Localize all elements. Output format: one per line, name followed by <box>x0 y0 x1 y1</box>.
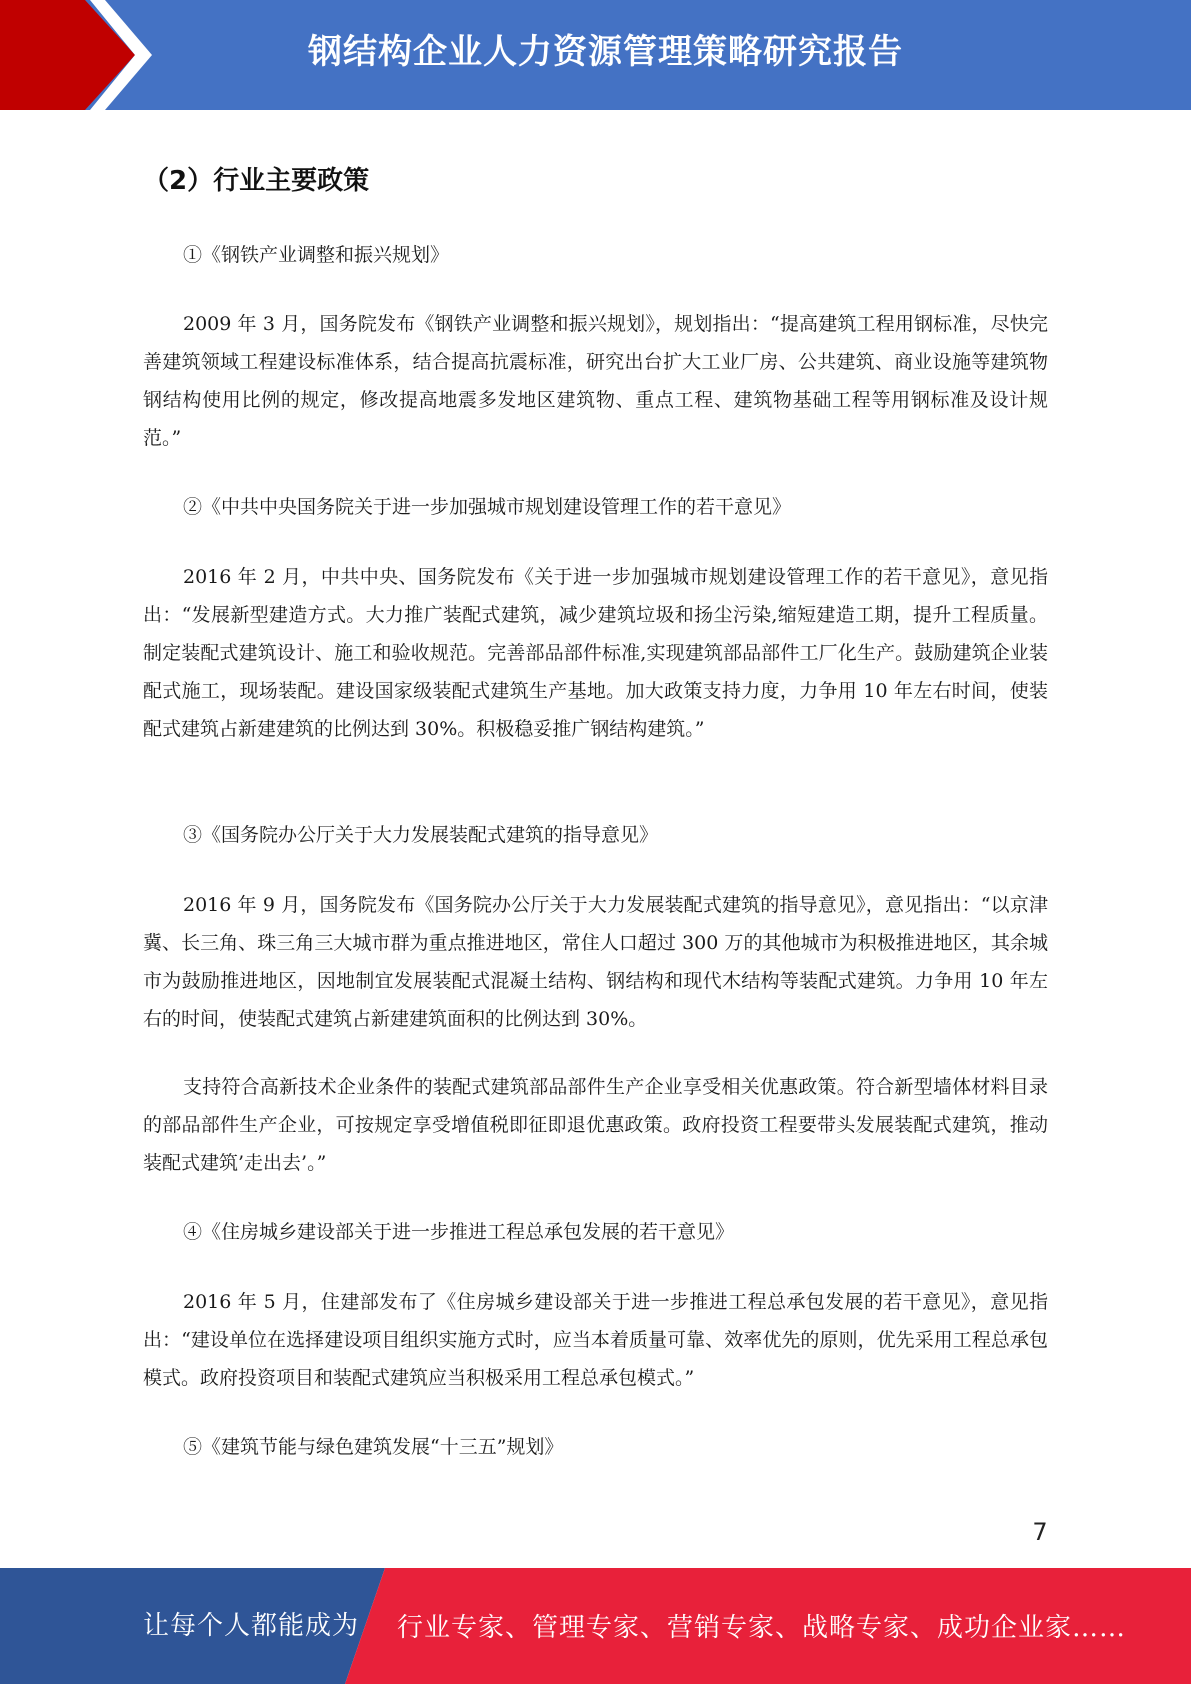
policy-item-title: ①《钢铁产业调整和振兴规划》 <box>183 244 450 266</box>
policy-item-title: ②《中共中央国务院关于进一步加强城市规划建设管理工作的若干意见》 <box>183 496 792 518</box>
policy-paragraph: 支持符合高新技术企业条件的装配式建筑部品部件生产企业享受相关优惠政策。符合新型墙体材料目录的部品部件生产企业，可按规定享受增值税即征即退优惠政策。政府投资工程要带头发展装配式建筑，推动装配式建筑’走出去’。” <box>143 1076 1048 1174</box>
policy-item-title: ⑤《建筑节能与绿色建筑发展“十三五”规划》 <box>183 1436 564 1458</box>
page-footer <box>0 1568 1191 1684</box>
section-heading: （2）行业主要政策 <box>143 166 370 196</box>
policy-paragraph: 2016 年 9 月，国务院发布《国务院办公厅关于大力发展装配式建筑的指导意见》，意见指出：“以京津冀、长三角、珠三角三大城市群为重点推进地区，常住人口超过 300 万的其他城市为积极推进地区，其余城市为鼓励推进地区，因地制宜发展装配式混凝土结构、钢结构和现代木结构等装配式建筑。力争用 10 年左右的时间，使装配式建筑占新建建筑面积的比例达到 30%。 <box>143 894 1048 1030</box>
policy-paragraph: 2009 年 3 月，国务院发布《钢铁产业调整和振兴规划》，规划指出：“提高建筑工程用钢标准，尽快完善建筑领域工程建设标准体系，结合提高抗震标准，研究出台扩大工业厂房、公共建筑、商业设施等建筑物钢结构使用比例的规定，修改提高地震多发地区建筑物、重点工程、建筑物基础工程等用钢标准及设计规范。” <box>143 313 1048 449</box>
page-header <box>0 0 1191 110</box>
page-number: 7 <box>1032 1518 1048 1546</box>
policy-item-title: ③《国务院办公厅关于大力发展装配式建筑的指导意见》 <box>183 824 659 846</box>
footer-slogan-left: 让每个人都能成为 <box>143 1611 360 1641</box>
policy-paragraph: 2016 年 2 月，中共中央、国务院发布《关于进一步加强城市规划建设管理工作的若干意见》，意见指出：“发展新型建造方式。大力推广装配式建筑，减少建筑垃圾和扬尘污染,缩短建造工期，提升工程质量。制定装配式建筑设计、施工和验收规范。完善部品部件标准,实现建筑部品部件工厂化生产。鼓励建筑企业装配式施工，现场装配。建设国家级装配式建筑生产基地。加大政策支持力度，力争用 10 年左右时间，使装配式建筑占新建建筑的比例达到 30%。积极稳妥推广钢结构建筑。” <box>143 566 1048 740</box>
report-title: 钢结构企业人力资源管理策略研究报告 <box>308 32 903 72</box>
footer-slogan-right: 行业专家、管理专家、营销专家、战略专家、成功企业家…… <box>397 1613 1127 1643</box>
policy-item-title: ④《住房城乡建设部关于进一步推进工程总承包发展的若干意见》 <box>183 1221 735 1243</box>
policy-paragraph: 2016 年 5 月，住建部发布了《住房城乡建设部关于进一步推进工程总承包发展的若干意见》，意见指出：“建设单位在选择建设项目组织实施方式时，应当本着质量可靠、效率优先的原则，优先采用工程总承包模式。政府投资项目和装配式建筑应当积极采用工程总承包模式。” <box>143 1291 1048 1389</box>
